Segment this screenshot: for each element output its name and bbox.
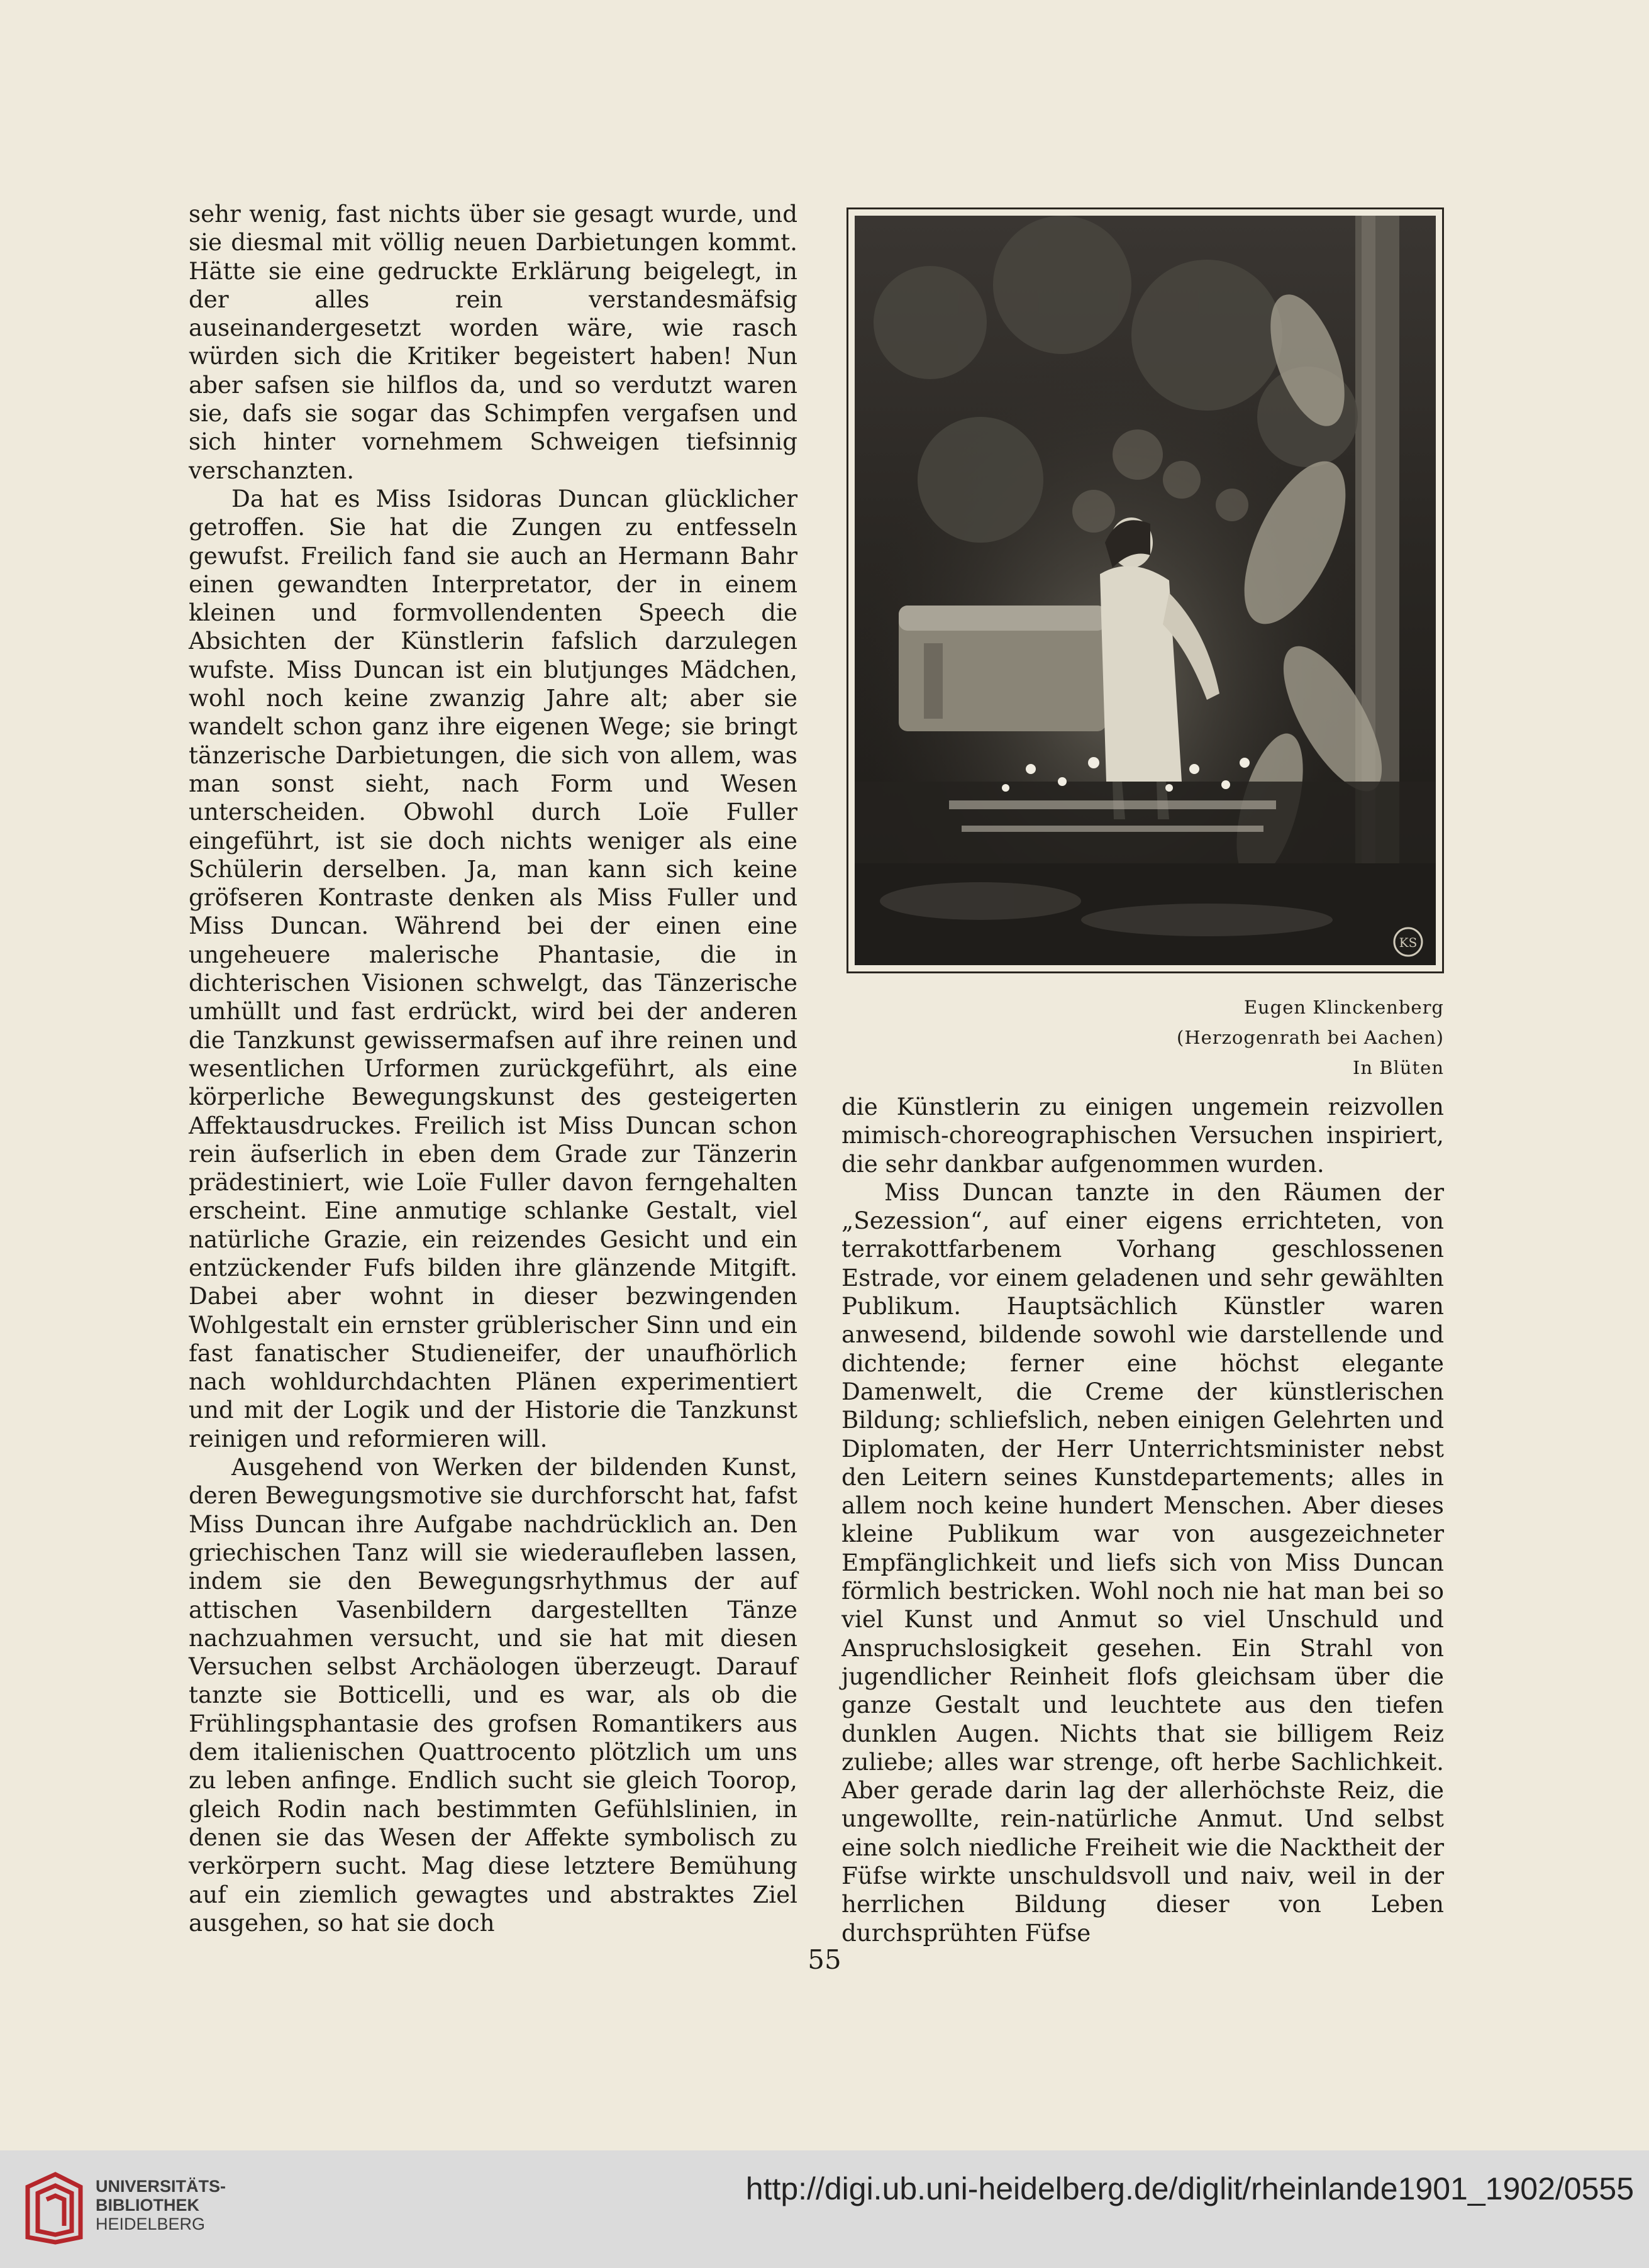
- paragraph: sehr wenig, fast nichts über sie gesagt wurde, und sie diesmal mit völlig neuen Darbietungen kommt. Hätte sie eine gedruckte Erklärung beigelegt, in der alles rein verstandesmäfsig auseinandergesetzt worden wäre, wie rasch würden sich die Kritiker begeistert haben! Nun aber safsen sie hilflos da, und so verdutzt waren sie, dafs sie sogar das Schimpfen vergafsen und sich hinter vornehmem Schweigen tiefsinnig verschanzten.: [189, 200, 797, 484]
- caption-place: (Herzogenrath bei Aachen): [1177, 1027, 1444, 1048]
- library-name: UNIVERSITÄTS- BIBLIOTHEK HEIDELBERG: [96, 2177, 226, 2233]
- paragraph: die Künstlerin zu einigen ungemein reizvollen mimisch-choreographischen Versuchen inspiriert, die sehr dankbar aufgenommen wurden.: [841, 1093, 1444, 1178]
- figure-caption: [1177, 992, 1444, 1083]
- source-url-link[interactable]: http://digi.ub.uni-heidelberg.de/diglit/rheinlande1901_1902/0555: [745, 2171, 1634, 2206]
- caption-artist: Eugen Klinckenberg: [1243, 997, 1444, 1018]
- caption-title: In Blüten: [1352, 1057, 1444, 1078]
- paragraph: Miss Duncan tanzte in den Räumen der „Sezession“, auf einer eigens errichteten, von terrakottfarbenem Vorhang geschlossenen Estrade, vor einem geladenen und sehr gewählten Publikum. Hauptsächlich Künstler waren anwesend, bildende sowohl wie darstellende und dichtende; ferner eine höchst elegante Damenwelt, die Creme der künstlerischen Bildung; schliefslich, neben einigen Gelehrten und Diplomaten, der Herr Unterrichtsminister nebst den Leitern seines Kunstdepartements; alles in allem noch keine hundert Menschen. Aber dieses kleine Publikum war von ausgezeichneter Empfänglichkeit und liefs sich von Miss Duncan förmlich bestricken. Wohl noch nie hat man bei so viel Kunst und Anmut so viel Unschuld und Anspruchslosigkeit gesehen. Ein Strahl von jugendlicher Reinheit flofs gleichsam über die ganze Gestalt und leuchtete aus den tiefen dunklen Augen. Nichts that sie billigem Reiz zuliebe; alles war strenge, oft herbe Sachlichkeit. Aber gerade darin lag der allerhöchste Reiz, die ungewollte, rein-natürliche Anmut. Und selbst eine solch niedliche Freiheit wie die Nacktheit der Füfse wirkte unschuldsvoll und naiv, weil in der herrlichen Bildung dieser von Leben durchsprühten Füfse: [841, 1178, 1444, 1947]
- library-logo-icon[interactable]: [19, 2168, 89, 2249]
- right-text-column: [841, 1093, 1444, 1947]
- footer-bar: [0, 2150, 1649, 2268]
- paragraph: Ausgehend von Werken der bildenden Kunst, deren Bewegungsmotive sie durchforscht hat, fafst Miss Duncan ihre Aufgabe nachdrücklich an. Den griechischen Tanz will sie wiederaufleben lassen, indem sie den Bewegungsrhythmus der auf attischen Vasenbildern dargestellten Tänze nachzuahmen versucht, und sie hat mit diesen Versuchen selbst Archäologen überzeugt. Darauf tanzte sie Botticelli, und es war, als ob die Frühlingsphantasie des grofsen Romantikers aus dem italienischen Quattrocento plötzlich um uns zu leben anfinge. Endlich sucht sie gleich Toorop, gleich Rodin nach bestimmten Gefühlslinien, in denen sie das Wesen der Affekte symbolisch zu verkörpern sucht. Mag diese letztere Bemühung auf ein ziemlich gewagtes und abstraktes Ziel ausgehen, so hat sie doch: [189, 1453, 797, 1937]
- garden-painting-illustration: [855, 216, 1436, 965]
- page-number: 55: [808, 1944, 841, 1975]
- painting-figure: [847, 207, 1444, 973]
- svg-text:KS: KS: [1399, 935, 1418, 950]
- paragraph: Da hat es Miss Isidoras Duncan glücklicher getroffen. Sie hat die Zungen zu entfesseln gewufst. Freilich fand sie auch an Hermann Bahr einen gewandten Interpretator, der in einem kleinen und formvollendenten Speech die Absichten der Künstlerin fafslich darzulegen wufste. Miss Duncan ist ein blutjunges Mädchen, wohl noch keine zwanzig Jahre alt; aber sie wandelt schon ganz ihre eigenen Wege; sie bringt tänzerische Darbietungen, die sich von allem, was man sonst sieht, nach Form und Wesen unterscheiden. Obwohl durch Loïe Fuller eingeführt, ist sie doch nichts weniger als eine Schülerin derselben. Ja, man kann sich keine gröfseren Kontraste denken als Miss Fuller und Miss Duncan. Während bei der einen eine ungeheuere malerische Phantasie, die in dichterischen Visionen schwelgt, das Tänzerische umhüllt und fast erdrückt, wird bei der anderen die Tanzkunst gewissermafsen auf ihre reinen und wesentlichen Urformen zurückgeführt, als eine körperliche Bewegungskunst des gesteigerten Affektausdruckes. Freilich ist Miss Duncan schon rein äufserlich in eben dem Grade zur Tänzerin prädestiniert, wie Loïe Fuller davon ferngehalten erscheint. Eine anmutige schlanke Gestalt, viel natürliche Grazie, ein reizendes Gesicht und ein entzückender Fufs bilden ihre glänzende Mitgift. Dabei aber wohnt in dieser bezwingenden Wohlgestalt ein ernster grüblerischer Sinn und ein fast fanatischer Studieneifer, der unaufhörlich nach wohldurchdachten Plänen experimentiert und mit der Logik und der Historie die Tanzkunst reinigen und reformieren will.: [189, 484, 797, 1452]
- left-text-column: [189, 200, 797, 1937]
